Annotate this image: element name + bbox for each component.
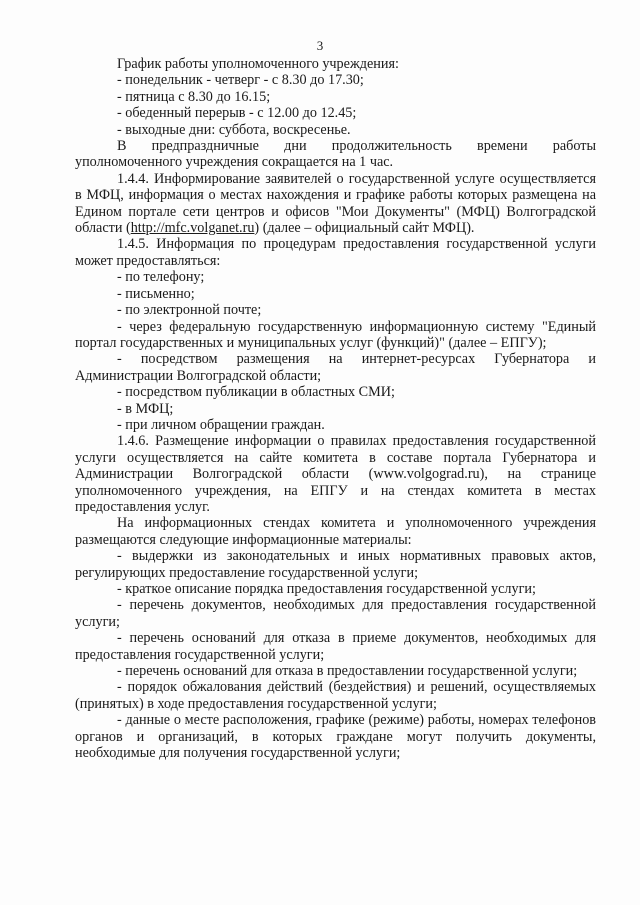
document-body <box>75 56 596 761</box>
paragraph-schedule-weekends: - выходные дни: суббота, воскресенье. <box>117 121 351 138</box>
list-item-email: - по электронной почте; <box>117 302 262 319</box>
paragraph-1-4-4 <box>75 171 596 237</box>
list-item-mfc: - в МФЦ; <box>117 400 174 417</box>
paragraph-1-4-4-tail: ) (далее – официальный сайт МФЦ). <box>254 220 475 237</box>
list-item-documents: - перечень документов, необходимых для предоставления государственной услуги; <box>75 597 596 630</box>
paragraph-schedule-lunch: - обеденный перерыв - с 12.00 до 12.45; <box>117 105 357 122</box>
list-item-media: - посредством публикации в областных СМИ; <box>117 384 395 401</box>
list-item-excerpts: - выдержки из законодательных и иных нормативных правовых актов, регулирующих предоставление государственной услуги; <box>75 548 596 581</box>
list-item-description: - краткое описание порядка предоставления государственной услуги; <box>117 581 536 597</box>
list-item-internet: - посредством размещения на интернет-ресурсах Губернатора и Администрации Волгоградской области; <box>75 351 596 384</box>
paragraph-stands: На информационных стендах комитета и уполномоченного учреждения размещаются следующие информационные материалы: <box>75 515 596 548</box>
list-item-phone: - по телефону; <box>117 269 205 286</box>
list-item-appeal: - порядок обжалования действий (бездействия) и решений, осуществляемых (принятых) в ходе предоставления государственной услуги; <box>75 679 596 712</box>
paragraph-1-4-5: 1.4.5. Информация по процедурам предоставления государственной услуги может предоставляться: <box>75 236 596 269</box>
paragraph-schedule-heading: График работы уполномоченного учреждения: <box>117 56 399 72</box>
list-item-refusal-acceptance: - перечень оснований для отказа в приеме документов, необходимых для предоставления государственной услуги; <box>75 630 596 663</box>
list-item-written: - письменно; <box>117 285 195 302</box>
page-number: 3 <box>316 38 324 53</box>
paragraph-1-4-6: 1.4.6. Размещение информации о правилах предоставления государственной услуги осуществляется на сайте комитета в составе портала Губернатора и Администрации Волгоградской области (www.volgograd.ru), на странице уполномоченного учреждения, на ЕПГУ и на стендах комитета в местах предоставления услуг. <box>75 433 596 515</box>
list-item-personal: - при личном обращении граждан. <box>117 416 325 433</box>
list-item-location-data: - данные о месте расположения, графике (режиме) работы, номерах телефонов органов и организаций, в которых граждане могут получить документы, необходимые для получения государственной услуги; <box>75 712 596 762</box>
paragraph-preholiday: В предпраздничные дни продолжительность времени работы уполномоченного учреждения сокращается на 1 час. <box>75 138 596 171</box>
paragraph-schedule-fri: - пятница с 8.30 до 16.15; <box>117 88 271 105</box>
paragraph-1-4-4-text: 1.4.4. Информирование заявителей о государственной услуге осуществляется в МФЦ, информация о местах нахождения и графике работы которых размещена на Едином портале сети центров и офисов "Мои Документы" (МФЦ) Волгоградской области ( <box>75 170 596 237</box>
mfc-site-link[interactable]: http://mfc.volganet.ru <box>130 220 255 237</box>
paragraph-schedule-mon-thu: - понедельник - четверг - с 8.30 до 17.30; <box>117 72 364 89</box>
list-item-refusal-provision: - перечень оснований для отказа в предоставлении государственной услуги; <box>117 663 578 680</box>
list-item-epgu: - через федеральную государственную информационную систему "Единый портал государственных и муниципальных услуг (функций)" (далее – ЕПГУ); <box>75 318 596 351</box>
